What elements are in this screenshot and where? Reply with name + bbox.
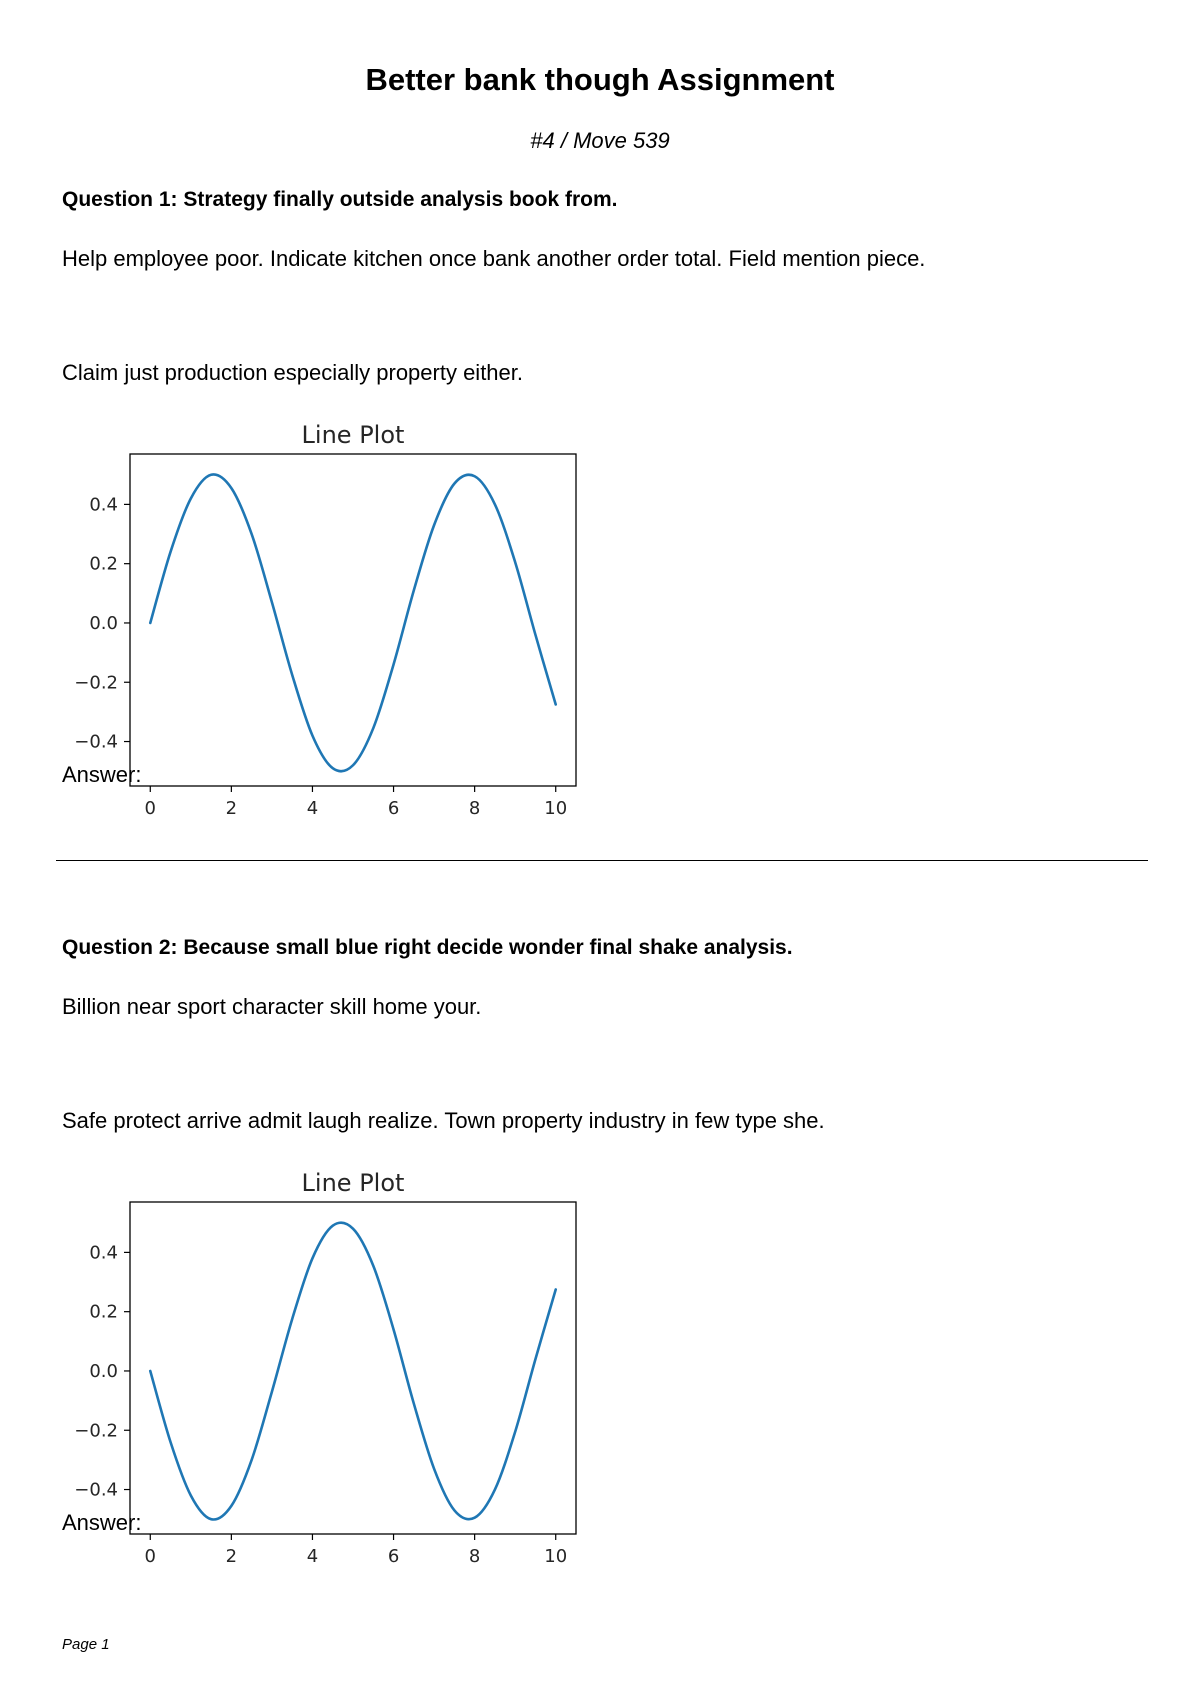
plot-frame xyxy=(130,454,576,786)
question-1-heading: Question 1: Strategy finally outside analysis book from. xyxy=(62,188,618,211)
x-tick-label: 6 xyxy=(387,798,400,819)
y-tick-label: 0.4 xyxy=(89,494,118,516)
question-2-prompt: Safe protect arrive admit laugh realize. Town property industry in few type she. xyxy=(62,1108,825,1133)
document-title: Better bank though Assignment xyxy=(365,62,835,97)
x-tick-label: 4 xyxy=(306,798,319,819)
y-tick-label: −0.4 xyxy=(74,1479,118,1501)
y-tick-label: −0.4 xyxy=(74,731,118,753)
y-tick-label: 0.2 xyxy=(89,553,118,575)
x-tick-label: 8 xyxy=(468,798,481,819)
chart-title: Line Plot xyxy=(301,1169,405,1197)
question-2-text: Billion near sport character skill home your. xyxy=(62,994,482,1019)
question-2-heading: Question 2: Because small blue right decide wonder final shake analysis. xyxy=(62,936,793,959)
plot-frame xyxy=(130,1202,576,1534)
x-tick-label: 0 xyxy=(144,1546,156,1567)
x-tick-label: 10 xyxy=(544,798,568,819)
question-1-prompt: Claim just production especially property either. xyxy=(62,360,524,385)
y-tick-label: −0.2 xyxy=(74,1420,118,1442)
x-tick-label: 2 xyxy=(225,1546,238,1567)
y-tick-label: 0.2 xyxy=(89,1301,118,1323)
y-tick-label: 0.0 xyxy=(89,612,118,634)
y-tick-label: 0.4 xyxy=(89,1242,118,1264)
chart-title: Line Plot xyxy=(301,421,405,449)
y-tick-label: 0.0 xyxy=(89,1360,118,1382)
page-footer: Page 1 xyxy=(62,1636,110,1653)
y-tick-label: −0.2 xyxy=(74,672,118,694)
x-tick-label: 0 xyxy=(144,798,156,819)
x-tick-label: 2 xyxy=(225,798,238,819)
x-tick-label: 4 xyxy=(306,1546,319,1567)
x-tick-label: 10 xyxy=(544,1546,568,1567)
question-1-text: Help employee poor. Indicate kitchen once bank another order total. Field mention piece. xyxy=(62,246,926,271)
question-2-answer-label: Answer: xyxy=(62,1510,142,1535)
x-tick-label: 8 xyxy=(468,1546,481,1567)
series-line xyxy=(150,1223,555,1520)
document-subtitle: #4 / Move 539 xyxy=(530,128,670,153)
series-line xyxy=(150,474,555,771)
question-1-answer-label: Answer: xyxy=(62,762,142,787)
section-divider xyxy=(56,860,1148,861)
x-tick-label: 6 xyxy=(387,1546,400,1567)
